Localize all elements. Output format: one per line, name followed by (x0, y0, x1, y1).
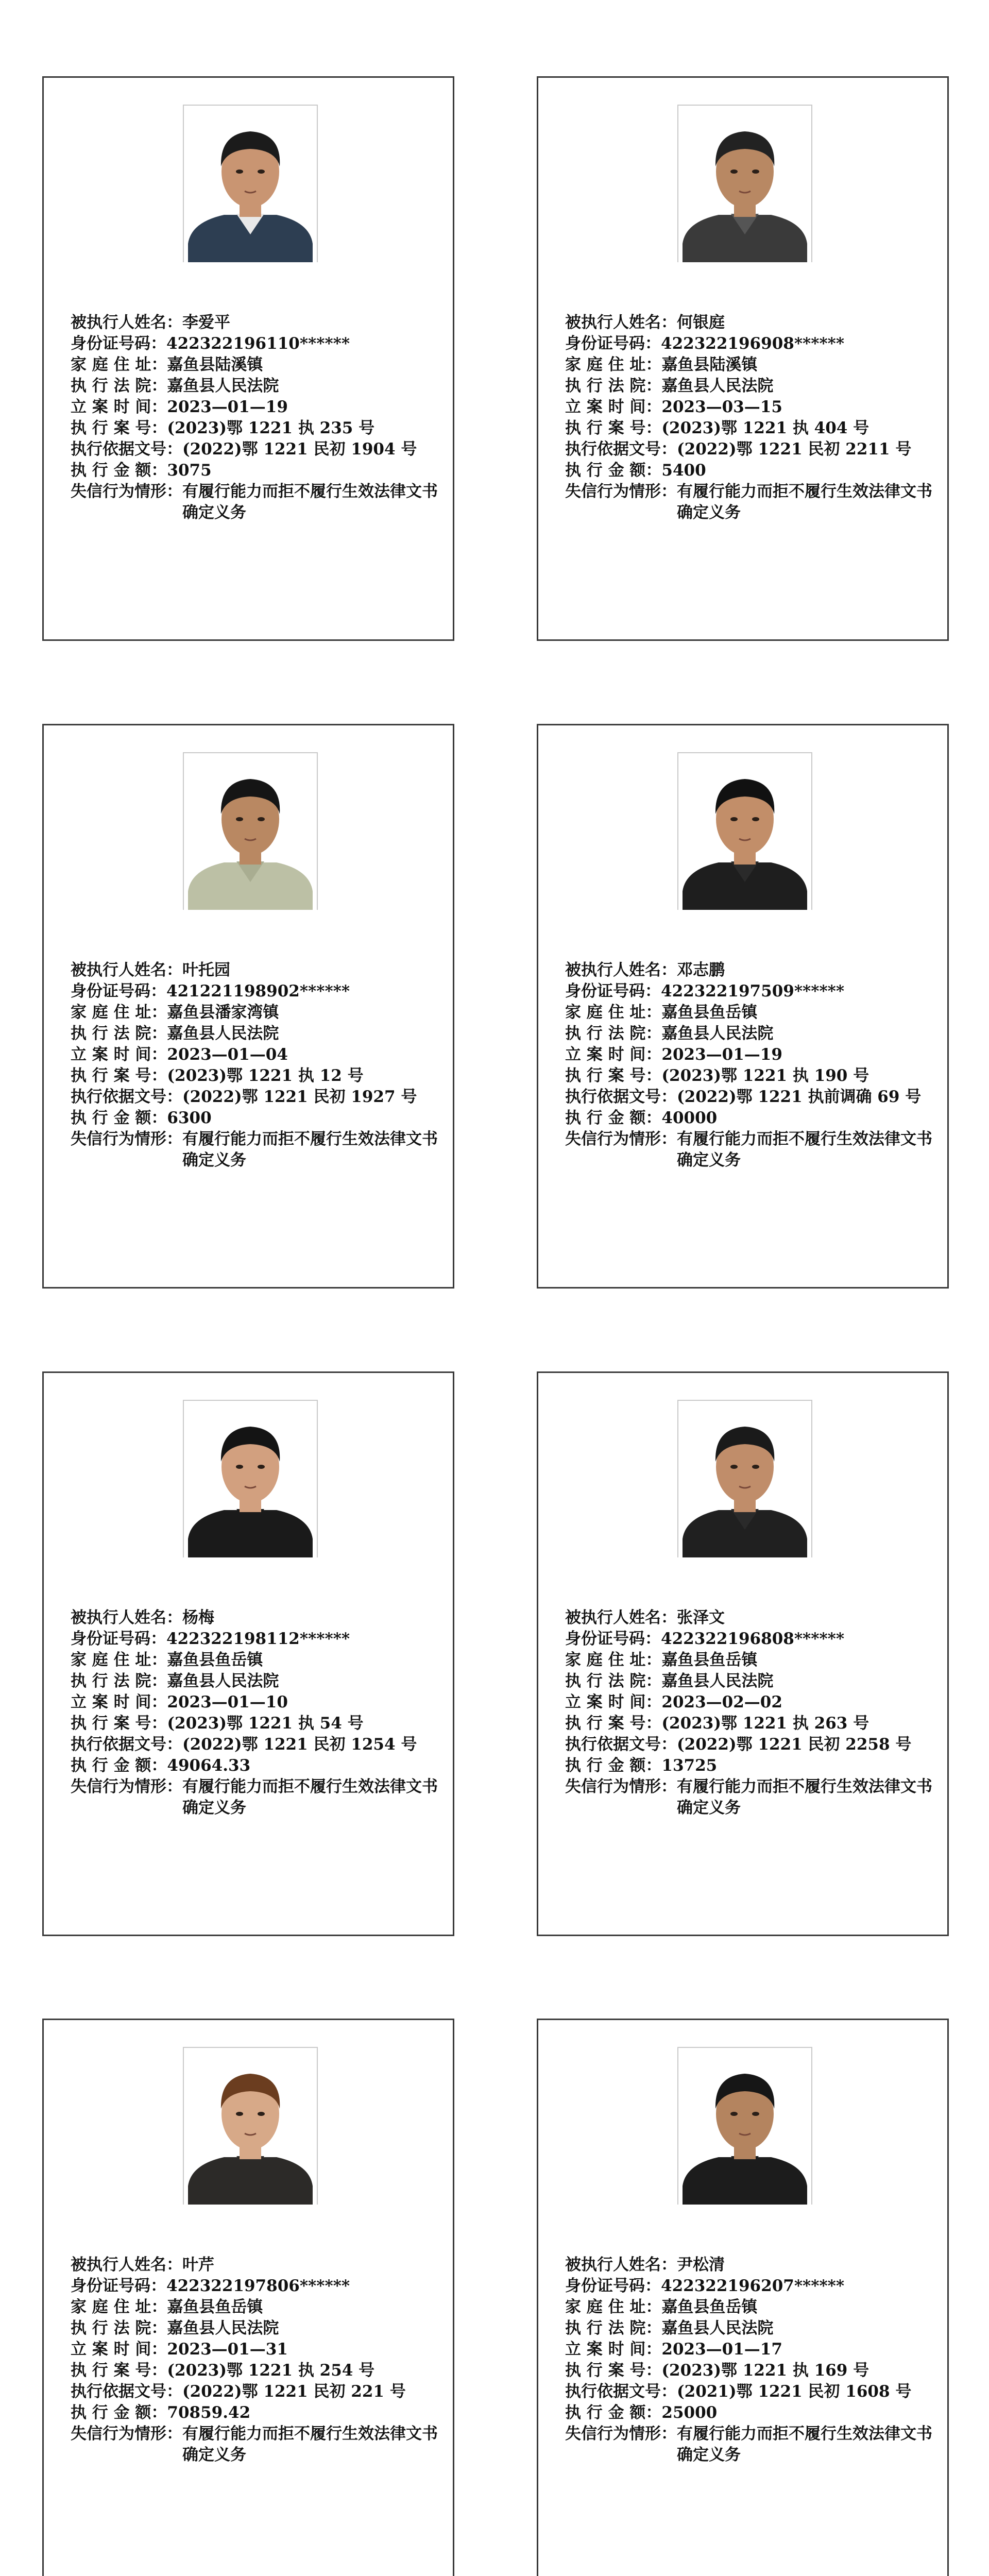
enforcement-amount-row (565, 1755, 936, 1776)
home-address-value: 嘉鱼县鱼岳镇 (661, 1003, 758, 1022)
enforcement-amount-label: 执 行 金 额： (71, 2403, 167, 2422)
home-address-value: 嘉鱼县鱼岳镇 (167, 1651, 263, 1669)
portrait-photo (183, 1400, 318, 1557)
enforcement-amount-value: 25000 (661, 2403, 718, 2422)
debtor-name-row (565, 1607, 936, 1629)
id-number-row (71, 1629, 441, 1650)
id-number-row (565, 981, 936, 1002)
dishonest-behavior-value: 有履行能力而拒不履行生效法律文书确定义务 (182, 482, 438, 522)
case-number-label: 执 行 案 号： (565, 1066, 662, 1085)
basis-document-label: 执行依据文号： (565, 440, 677, 459)
basis-document-label: 执行依据文号： (565, 1088, 677, 1106)
id-number-label: 身份证号码： (71, 982, 166, 1001)
enforcement-court-value: 嘉鱼县人民法院 (167, 1672, 279, 1690)
debtor-info (565, 1607, 936, 1819)
portrait-photo (183, 105, 318, 262)
id-number-row (565, 333, 936, 354)
basis-document-row (565, 1734, 936, 1755)
filing-date-value: 2023—01—10 (167, 1693, 288, 1711)
debtor-card (42, 2019, 454, 2576)
case-number-label: 执 行 案 号： (71, 2361, 167, 2380)
home-address-label: 家 庭 住 址： (71, 355, 167, 374)
debtor-name-label: 被执行人姓名： (565, 313, 677, 332)
debtor-info (565, 960, 936, 1171)
id-number-label: 身份证号码： (71, 1630, 166, 1648)
debtor-card (537, 76, 949, 641)
enforcement-court-value: 嘉鱼县人民法院 (661, 377, 774, 395)
enforcement-amount-label: 执 行 金 额： (71, 461, 167, 480)
dishonest-behavior-value: 有履行能力而拒不履行生效法律文书确定义务 (182, 1130, 438, 1170)
filing-date-value: 2023—02—02 (661, 1693, 782, 1711)
enforcement-court-label: 执 行 法 院： (565, 377, 662, 395)
case-number-value: (2023)鄂 1221 执 254 号 (167, 2361, 375, 2380)
filing-date-row (71, 1692, 441, 1713)
case-number-row (565, 1713, 936, 1734)
case-number-label: 执 行 案 号： (71, 419, 167, 437)
home-address-value: 嘉鱼县陆溪镇 (661, 355, 758, 374)
home-address-label: 家 庭 住 址： (565, 1651, 662, 1669)
case-number-value: (2023)鄂 1221 执 404 号 (661, 419, 869, 437)
debtor-card (42, 724, 454, 1289)
dishonest-behavior-value: 有履行能力而拒不履行生效法律文书确定义务 (182, 2425, 438, 2464)
case-number-value: (2023)鄂 1221 执 235 号 (167, 419, 375, 437)
enforcement-amount-label: 执 行 金 额： (565, 461, 662, 480)
filing-date-row (565, 1692, 936, 1713)
id-number-value: 422322196808****** (661, 1630, 845, 1648)
portrait-photo (183, 2047, 318, 2205)
basis-document-value: (2022)鄂 1221 执前调确 69 号 (677, 1088, 922, 1106)
debtor-name-row (71, 960, 441, 981)
debtor-name-label: 被执行人姓名： (71, 313, 182, 332)
filing-date-row (71, 2339, 441, 2360)
basis-document-value: (2022)鄂 1221 民初 2258 号 (677, 1735, 912, 1754)
basis-document-value: (2022)鄂 1221 民初 1927 号 (182, 1088, 417, 1106)
home-address-label: 家 庭 住 址： (565, 1003, 662, 1022)
basis-document-label: 执行依据文号： (71, 1735, 182, 1754)
enforcement-amount-label: 执 行 金 额： (565, 1756, 662, 1775)
enforcement-amount-label: 执 行 金 额： (71, 1756, 167, 1775)
filing-date-row (71, 1044, 441, 1065)
case-number-label: 执 行 案 号： (71, 1066, 167, 1085)
enforcement-court-label: 执 行 法 院： (565, 1672, 662, 1690)
debtor-name-label: 被执行人姓名： (565, 1608, 677, 1627)
home-address-row (71, 1650, 441, 1671)
portrait-image (678, 2048, 811, 2205)
basis-document-value: (2022)鄂 1221 民初 221 号 (182, 2382, 406, 2401)
debtor-name-value: 叶芹 (182, 2256, 214, 2274)
filing-date-value: 2023—01—19 (167, 398, 288, 416)
id-number-value: 422322197806****** (166, 2277, 350, 2295)
enforcement-amount-value: 5400 (661, 461, 706, 480)
case-number-label: 执 行 案 号： (565, 2361, 662, 2380)
debtor-info (71, 960, 441, 1171)
dishonest-behavior-label: 失信行为情形： (565, 482, 677, 501)
id-number-value: 422322198112****** (166, 1630, 350, 1648)
dishonest-behavior-label: 失信行为情形： (565, 1130, 677, 1148)
dishonest-behavior-label: 失信行为情形： (565, 2425, 677, 2443)
home-address-row (71, 2297, 441, 2318)
dishonest-behavior-row (71, 1129, 441, 1171)
enforcement-court-label: 执 行 法 院： (71, 1672, 167, 1690)
portrait-photo (183, 752, 318, 910)
home-address-label: 家 庭 住 址： (565, 355, 662, 374)
id-number-row (71, 2276, 441, 2297)
enforcement-court-label: 执 行 法 院： (71, 2319, 167, 2337)
id-number-row (565, 2276, 936, 2297)
debtor-name-value: 杨梅 (182, 1608, 214, 1627)
debtor-name-row (71, 312, 441, 333)
debtor-name-row (71, 2255, 441, 2276)
enforcement-court-value: 嘉鱼县人民法院 (167, 377, 279, 395)
home-address-label: 家 庭 住 址： (71, 1651, 167, 1669)
enforcement-amount-row (565, 2402, 936, 2424)
enforcement-amount-row (565, 460, 936, 481)
enforcement-court-row (71, 1023, 441, 1044)
enforcement-amount-value: 40000 (661, 1109, 718, 1127)
debtor-card (42, 1371, 454, 1936)
dishonest-behavior-row (71, 2424, 441, 2466)
id-number-label: 身份证号码： (565, 982, 661, 1001)
enforcement-amount-row (565, 1108, 936, 1129)
dishonest-behavior-label: 失信行为情形： (71, 1130, 182, 1148)
enforcement-amount-label: 执 行 金 额： (565, 1109, 662, 1127)
case-number-value: (2023)鄂 1221 执 54 号 (167, 1714, 364, 1733)
basis-document-row (71, 2381, 441, 2402)
enforcement-amount-row (71, 460, 441, 481)
enforcement-court-label: 执 行 法 院： (565, 1024, 662, 1043)
home-address-row (71, 1002, 441, 1023)
debtor-card (537, 2019, 949, 2576)
basis-document-label: 执行依据文号： (565, 1735, 677, 1754)
case-number-value: (2023)鄂 1221 执 12 号 (167, 1066, 364, 1085)
dishonest-behavior-row (565, 1776, 936, 1819)
filing-date-value: 2023—01—04 (167, 1045, 288, 1064)
debtor-name-row (565, 960, 936, 981)
debtor-name-label: 被执行人姓名： (71, 961, 182, 979)
id-number-row (71, 333, 441, 354)
enforcement-court-row (71, 376, 441, 397)
debtor-info (71, 2255, 441, 2466)
enforcement-court-row (71, 2318, 441, 2339)
portrait-photo (677, 2047, 812, 2205)
id-number-label: 身份证号码： (565, 334, 661, 353)
id-number-label: 身份证号码： (565, 2277, 661, 2295)
enforcement-amount-row (71, 2402, 441, 2424)
debtor-name-label: 被执行人姓名： (565, 961, 677, 979)
basis-document-value: (2022)鄂 1221 民初 1254 号 (182, 1735, 417, 1754)
dishonest-behavior-label: 失信行为情形： (565, 1777, 677, 1796)
home-address-value: 嘉鱼县鱼岳镇 (167, 2298, 263, 2316)
home-address-value: 嘉鱼县陆溪镇 (167, 355, 263, 374)
debtor-card (537, 1371, 949, 1936)
case-number-row (565, 418, 936, 439)
filing-date-row (565, 397, 936, 418)
basis-document-label: 执行依据文号： (71, 2382, 182, 2401)
basis-document-row (71, 1087, 441, 1108)
id-number-value: 422322196207****** (661, 2277, 845, 2295)
home-address-row (71, 354, 441, 376)
filing-date-row (565, 2339, 936, 2360)
enforcement-amount-value: 3075 (167, 461, 212, 480)
portrait-photo (677, 105, 812, 262)
enforcement-amount-value: 13725 (661, 1756, 718, 1775)
dishonest-behavior-value: 有履行能力而拒不履行生效法律文书确定义务 (677, 2425, 932, 2464)
case-number-row (71, 418, 441, 439)
dishonest-behavior-label: 失信行为情形： (71, 2425, 182, 2443)
enforcement-court-value: 嘉鱼县人民法院 (167, 2319, 279, 2337)
enforcement-court-row (565, 376, 936, 397)
enforcement-court-row (565, 1023, 936, 1044)
id-number-label: 身份证号码： (71, 2277, 166, 2295)
debtor-name-value: 何银庭 (677, 313, 725, 332)
enforcement-amount-row (71, 1755, 441, 1776)
portrait-image (678, 753, 811, 910)
filing-date-label: 立 案 时 间： (71, 1693, 167, 1711)
enforcement-amount-value: 6300 (167, 1109, 212, 1127)
debtor-name-value: 尹松清 (677, 2256, 725, 2274)
dishonest-behavior-row (565, 1129, 936, 1171)
enforcement-court-value: 嘉鱼县人民法院 (661, 2319, 774, 2337)
basis-document-row (565, 439, 936, 460)
basis-document-row (565, 2381, 936, 2402)
debtor-name-label: 被执行人姓名： (71, 2256, 182, 2274)
enforcement-amount-value: 49064.33 (167, 1756, 251, 1775)
dishonest-behavior-row (565, 481, 936, 523)
filing-date-label: 立 案 时 间： (565, 1045, 662, 1064)
basis-document-row (565, 1087, 936, 1108)
basis-document-row (71, 1734, 441, 1755)
debtor-name-row (565, 2255, 936, 2276)
case-number-value: (2023)鄂 1221 执 190 号 (661, 1066, 869, 1085)
portrait-image (184, 2048, 317, 2205)
dishonest-behavior-row (71, 1776, 441, 1819)
case-number-label: 执 行 案 号： (71, 1714, 167, 1733)
basis-document-row (71, 439, 441, 460)
case-number-row (71, 1713, 441, 1734)
filing-date-label: 立 案 时 间： (71, 398, 167, 416)
home-address-row (565, 1002, 936, 1023)
enforcement-amount-value: 70859.42 (167, 2403, 251, 2422)
case-number-value: (2023)鄂 1221 执 263 号 (661, 1714, 869, 1733)
home-address-label: 家 庭 住 址： (71, 2298, 167, 2316)
filing-date-row (565, 1044, 936, 1065)
enforcement-court-row (71, 1671, 441, 1692)
case-number-label: 执 行 案 号： (565, 419, 662, 437)
dishonest-behavior-value: 有履行能力而拒不履行生效法律文书确定义务 (677, 1777, 932, 1817)
dishonest-behavior-row (71, 481, 441, 523)
id-number-value: 422322196110****** (166, 334, 350, 353)
filing-date-row (71, 397, 441, 418)
filing-date-label: 立 案 时 间： (71, 1045, 167, 1064)
debtor-card (42, 76, 454, 641)
debtor-name-row (565, 312, 936, 333)
filing-date-label: 立 案 时 间： (71, 2340, 167, 2359)
enforcement-court-value: 嘉鱼县人民法院 (661, 1024, 774, 1043)
dishonest-behavior-row (565, 2424, 936, 2466)
filing-date-value: 2023—03—15 (661, 398, 782, 416)
home-address-label: 家 庭 住 址： (565, 2298, 662, 2316)
debtor-name-value: 邓志鹏 (677, 961, 725, 979)
debtor-name-label: 被执行人姓名： (565, 2256, 677, 2274)
home-address-label: 家 庭 住 址： (71, 1003, 167, 1022)
basis-document-label: 执行依据文号： (565, 2382, 677, 2401)
id-number-label: 身份证号码： (565, 1630, 661, 1648)
portrait-image (678, 1401, 811, 1557)
enforcement-court-row (565, 1671, 936, 1692)
enforcement-court-label: 执 行 法 院： (565, 2319, 662, 2337)
id-number-value: 422322197509****** (661, 982, 845, 1001)
case-number-row (71, 2360, 441, 2381)
filing-date-value: 2023—01—17 (661, 2340, 782, 2359)
home-address-value: 嘉鱼县鱼岳镇 (661, 1651, 758, 1669)
id-number-label: 身份证号码： (71, 334, 166, 353)
filing-date-label: 立 案 时 间： (565, 2340, 662, 2359)
id-number-value: 421221198902****** (166, 982, 350, 1001)
enforcement-court-row (565, 2318, 936, 2339)
enforcement-court-value: 嘉鱼县人民法院 (167, 1024, 279, 1043)
id-number-row (71, 981, 441, 1002)
debtor-name-row (71, 1607, 441, 1629)
home-address-row (565, 2297, 936, 2318)
portrait-image (184, 753, 317, 910)
enforcement-amount-row (71, 1108, 441, 1129)
basis-document-label: 执行依据文号： (71, 1088, 182, 1106)
debtor-name-value: 李爱平 (182, 313, 230, 332)
dishonest-behavior-value: 有履行能力而拒不履行生效法律文书确定义务 (182, 1777, 438, 1817)
filing-date-label: 立 案 时 间： (565, 398, 662, 416)
home-address-row (565, 354, 936, 376)
debtor-info (71, 312, 441, 523)
basis-document-value: (2021)鄂 1221 民初 1608 号 (677, 2382, 912, 2401)
enforcement-amount-label: 执 行 金 额： (71, 1109, 167, 1127)
debtor-name-value: 张泽文 (677, 1608, 725, 1627)
case-number-value: (2023)鄂 1221 执 169 号 (661, 2361, 869, 2380)
id-number-value: 422322196908****** (661, 334, 845, 353)
basis-document-label: 执行依据文号： (71, 440, 182, 459)
home-address-value: 嘉鱼县鱼岳镇 (661, 2298, 758, 2316)
dishonest-behavior-label: 失信行为情形： (71, 1777, 182, 1796)
filing-date-value: 2023—01—19 (661, 1045, 782, 1064)
dishonest-behavior-label: 失信行为情形： (71, 482, 182, 501)
case-number-label: 执 行 案 号： (565, 1714, 662, 1733)
case-number-row (71, 1065, 441, 1087)
enforcement-court-label: 执 行 法 院： (71, 1024, 167, 1043)
case-number-row (565, 1065, 936, 1087)
dishonest-behavior-value: 有履行能力而拒不履行生效法律文书确定义务 (677, 482, 932, 522)
id-number-row (565, 1629, 936, 1650)
portrait-image (678, 106, 811, 262)
debtor-card (537, 724, 949, 1289)
portrait-image (184, 106, 317, 262)
enforcement-amount-label: 执 行 金 额： (565, 2403, 662, 2422)
dishonest-behavior-value: 有履行能力而拒不履行生效法律文书确定义务 (677, 1130, 932, 1170)
portrait-photo (677, 752, 812, 910)
enforcement-court-value: 嘉鱼县人民法院 (661, 1672, 774, 1690)
debtor-name-label: 被执行人姓名： (71, 1608, 182, 1627)
filing-date-label: 立 案 时 间： (565, 1693, 662, 1711)
debtor-info (565, 2255, 936, 2466)
case-number-row (565, 2360, 936, 2381)
home-address-row (565, 1650, 936, 1671)
basis-document-value: (2022)鄂 1221 民初 2211 号 (677, 440, 912, 459)
enforcement-court-label: 执 行 法 院： (71, 377, 167, 395)
filing-date-value: 2023—01—31 (167, 2340, 288, 2359)
debtor-info (565, 312, 936, 523)
debtor-info (71, 1607, 441, 1819)
basis-document-value: (2022)鄂 1221 民初 1904 号 (182, 440, 417, 459)
portrait-photo (677, 1400, 812, 1557)
home-address-value: 嘉鱼县潘家湾镇 (167, 1003, 279, 1022)
debtor-name-value: 叶托园 (182, 961, 230, 979)
portrait-image (184, 1401, 317, 1557)
